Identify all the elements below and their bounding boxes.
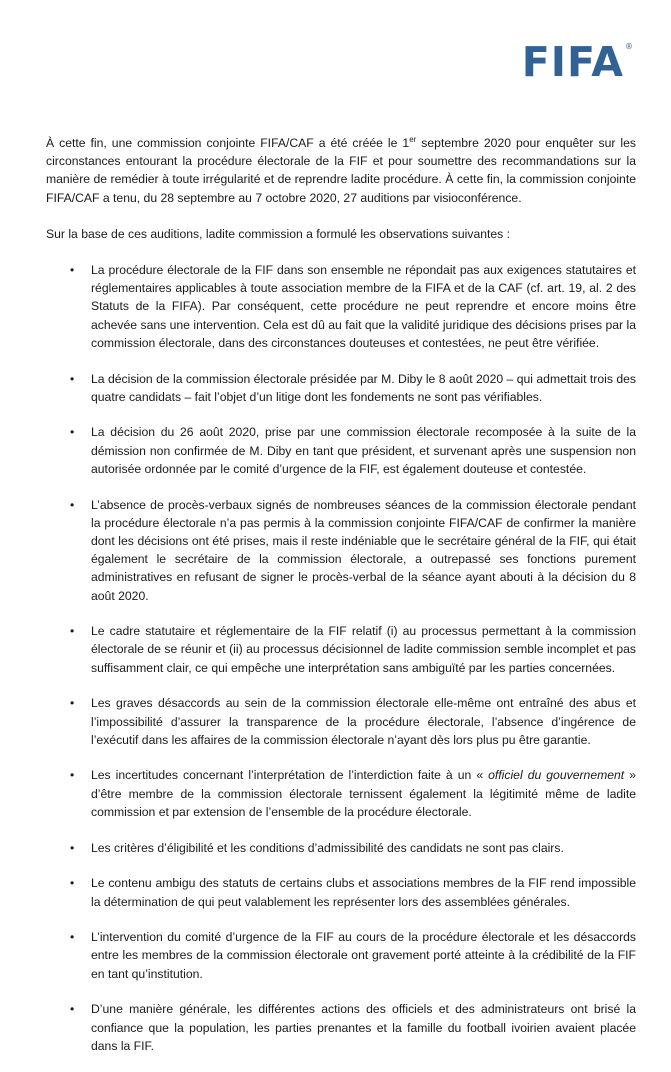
observation-item: • Les critères d’éligibilité et les conditions d’admissibilité des candidats ne sont pas clairs. bbox=[46, 839, 636, 857]
bullet-icon: • bbox=[70, 768, 75, 783]
bullet-icon: • bbox=[70, 624, 75, 639]
bullet-icon: • bbox=[70, 425, 75, 440]
fifa-logo-text: FIFA bbox=[521, 38, 624, 86]
bullet-icon: • bbox=[70, 371, 75, 386]
document-body bbox=[46, 134, 636, 1072]
observation-item: • L’absence de procès-verbaux signés de nombreuses séances de la commission électorale pendant la procédure électorale n’a pas permis à la commission conjointe FIFA/CAF de confirmer la manière dont les décisions ont été prises, mais il reste indéniable que le secrétaire général de la FIF, qui était également le secrétaire de la commission électorale, a outrepassé ses fonctions purement administratives en refusant de signer le procès-verbal de la séance ayant abouti à la décision du 8 août 2020. bbox=[70, 497, 636, 603]
bullet-icon: • bbox=[70, 1002, 75, 1017]
bullet-icon: • bbox=[70, 930, 75, 945]
observation-item: • Le contenu ambigu des statuts de certains clubs et associations membres de la FIF rend impossible la détermination de qui peut valablement les représenter lors des assemblées générales. bbox=[70, 876, 636, 909]
observation-item: • L’intervention du comité d’urgence de la FIF au cours de la procédure électorale et les désaccords entre les membres de la commission électorale ont gravement porté atteinte à la crédibilité de la FIF en tant qu’institution. bbox=[70, 930, 636, 981]
registered-mark: ® bbox=[625, 42, 633, 51]
fifa-logo bbox=[522, 40, 633, 84]
bullet-icon: • bbox=[70, 876, 75, 891]
observation-item: • La décision de la commission électorale présidée par M. Diby le 8 août 2020 – qui admettait trois des quatre candidats – fait l’objet d’un litige dont les fondements ne sont pas vérifiables. bbox=[70, 371, 636, 404]
observation-item: • D’une manière générale, les différentes actions des officiels et des administrateurs ont brisé la confiance que la population, les parties prenantes et la famille du football ivoirien avaient placée dans la FIF. bbox=[70, 1002, 636, 1053]
observation-item: • Les incertitudes concernant l’interprétation de l’interdiction faite à un « officiel du gouvernement » d’être membre de la commission électorale ternissent également la légitimité même de ladite commission et par extension de l’ensemble de la procédure électorale. bbox=[70, 768, 637, 819]
observation-item: • Les graves désaccords au sein de la commission électorale elle-même ont entraîné des abus et l’impossibilité d’assurer la transparence de la procédure électorale, l’absence d’ingérence de l’exécutif dans les affaires de la commission électorale n’ayant dès lors plus pu être garantie. bbox=[70, 696, 636, 747]
ordinal-superscript: er bbox=[409, 134, 417, 144]
observation-item: • La procédure électorale de la FIF dans son ensemble ne répondait pas aux exigences statutaires et réglementaires applicables à toute association membre de la FIFA et de la CAF (cf. art. 19, al. 2 des Statuts de la FIFA). Par conséquent, cette procédure ne peut reprendre et encore moins être achevée sans une intervention. Cela est dû au fait que la validité juridique des décisions prises par la commission électorale, dans des circonstances douteuses et contestées, ne peut être vérifiée. bbox=[70, 263, 636, 350]
observation-item: • Le cadre statutaire et réglementaire de la FIF relatif (i) au processus permettant à la commission électorale de se réunir et (ii) au processus décisionnel de ladite commission semble incomplet et pas suffisamment clair, ce qui empêche une interprétation sans ambiguïté par les parties concernées. bbox=[70, 624, 636, 675]
bullet-icon: • bbox=[70, 696, 75, 711]
bullet-icon: • bbox=[70, 497, 75, 512]
observations-list bbox=[46, 261, 636, 1055]
intro-paragraph: À cette fin, une commission conjointe FIFA/CAF a été créée le 1er septembre 2020 pour enquêter sur les circonstances entourant la procédure électorale de la FIF et pour soumettre des recommandations sur la manière de remédier à toute irrégularité et de reprendre ladite procédure. À cette fin, la commission conjointe FIFA/CAF a tenu, du 28 septembre au 7 octobre 2020, 27 auditions par visioconférence. bbox=[46, 134, 636, 205]
bullet-icon: • bbox=[70, 263, 75, 278]
observation-item: • La décision du 26 août 2020, prise par une commission électorale recomposée à la suite de la démission non confirmée de M. Diby en tant que président, et survenant après une suspension non autorisée ordonnée par le comité d’urgence de la FIF, est également douteuse et contestée. bbox=[70, 425, 636, 476]
italic-term: officiel du gouvernement bbox=[488, 768, 625, 783]
bullet-icon: • bbox=[70, 840, 75, 855]
observations-lead-paragraph: Sur la base de ces auditions, ladite commission a formulé les observations suivantes : bbox=[46, 226, 511, 241]
